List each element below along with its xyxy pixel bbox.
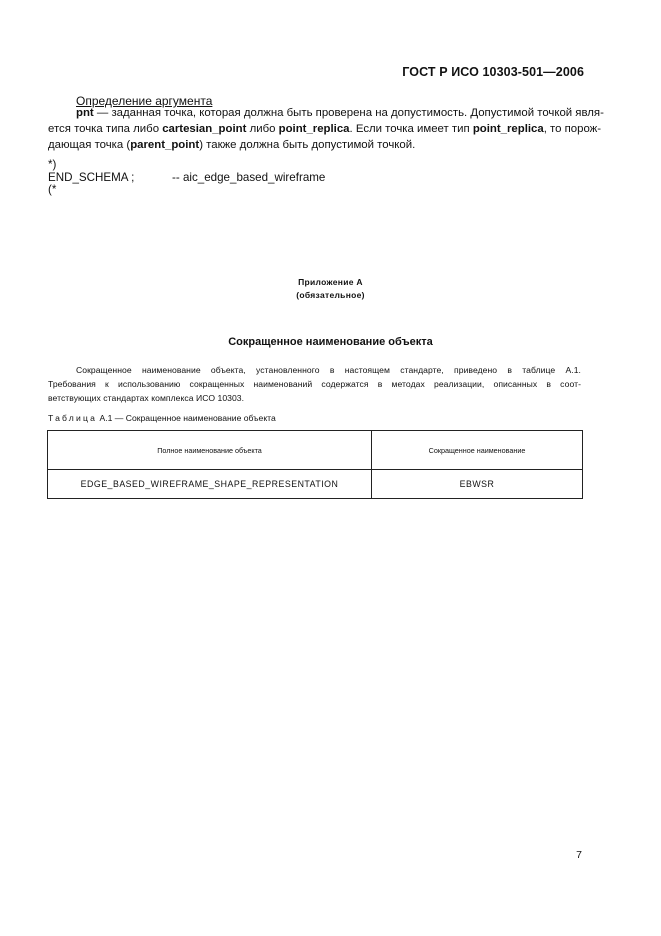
argument-line: [48, 137, 581, 153]
argument-line: [48, 105, 604, 121]
code-comment-close: *): [48, 158, 57, 171]
argument-text: , то порож-: [543, 123, 602, 135]
argument-text: дающая точка (: [48, 139, 131, 151]
argument-text: — заданная точка, которая должна быть проверена на допустимость. Допустимой точкой явля-: [93, 107, 604, 119]
section-line: Сокращенное наименование объекта, установленного в настоящем стандарте, приведено в таблице А.1.: [76, 365, 581, 375]
argument-term: point_replica: [278, 123, 350, 135]
section-title: Сокращенное наименование объекта: [228, 336, 433, 348]
argument-text: ется точка типа либо: [48, 123, 163, 135]
argument-term: parent_point: [130, 139, 200, 151]
argument-text: ) также должна быть допустимой точкой.: [199, 139, 416, 151]
page-number: 7: [576, 849, 582, 861]
argument-term: pnt: [76, 107, 94, 119]
code-end-schema-row: [48, 170, 326, 185]
table-caption-text: А.1 — Сокращенное наименование объекта: [97, 413, 276, 423]
annex-title: Приложение А: [298, 277, 363, 287]
argument-text: . Если точка имеет тип: [349, 123, 473, 135]
table-header-row: [48, 431, 583, 470]
code-schema-comment: -- aic_edge_based_wireframe: [172, 170, 326, 184]
express-code-block: [48, 158, 326, 197]
code-comment-open: (*: [48, 183, 57, 196]
argument-line: [48, 121, 602, 137]
table-header-full-name: Полное наименование объекта: [48, 431, 372, 470]
table-cell-short-name: EBWSR: [372, 470, 583, 499]
table-header-short-name: Сокращенное наименование: [372, 431, 583, 470]
section-line: Требования к использованию сокращенных наименований содержатся в методах реализации, описанных в соот-: [48, 379, 581, 389]
annex-heading: [0, 276, 661, 302]
code-end-schema: END_SCHEMA ;: [48, 170, 135, 184]
section-line: ветствующих стандартах комплекса ИСО 10303.: [48, 393, 245, 403]
argument-text: либо: [246, 123, 279, 135]
object-names-table: [47, 430, 583, 499]
argument-definition-paragraph: [48, 105, 604, 153]
table-row: [48, 470, 583, 499]
argument-definition-heading: Определение аргумента: [76, 94, 213, 108]
document-header-id: ГОСТ Р ИСО 10303-501—2006: [402, 65, 584, 79]
annex-status: (обязательное): [296, 290, 365, 300]
argument-term: cartesian_point: [162, 123, 247, 135]
argument-term: point_replica: [472, 123, 544, 135]
table-cell-full-name: EDGE_BASED_WIREFRAME_SHAPE_REPRESENTATION: [48, 470, 372, 499]
section-paragraph: [48, 363, 581, 405]
table-caption-prefix: Таблица: [48, 413, 98, 423]
table-caption: [48, 413, 276, 423]
